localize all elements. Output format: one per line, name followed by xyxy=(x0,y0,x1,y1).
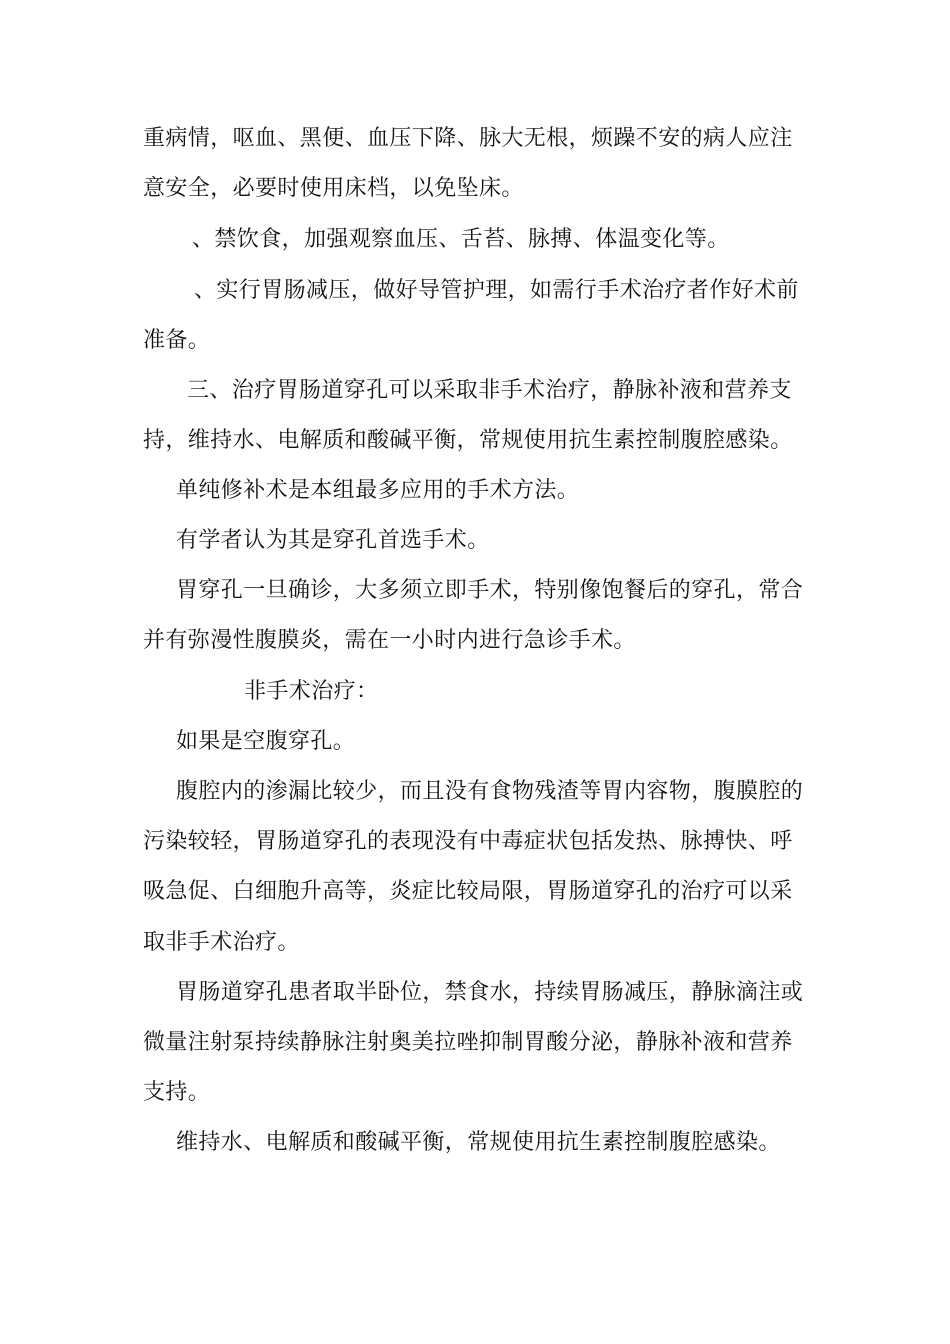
text-line: 重病情，呕血、黑便、血压下降、脉大无根，烦躁不安的病人应注 xyxy=(143,126,793,151)
text-line: 胃穿孔一旦确诊，大多须立即手术，特别像饱餐后的穿孔，常合 xyxy=(176,578,804,603)
text-line: 微量注射泵持续静脉注射奥美拉唑抑制胃酸分泌，静脉补液和营养 xyxy=(143,1030,793,1055)
text-line: 支持。 xyxy=(143,1080,211,1105)
text-line: 胃肠道穿孔患者取半卧位，禁食水，持续胃肠减压，静脉滴注或 xyxy=(176,980,804,1005)
text-line: 非手术治疗： xyxy=(244,679,379,704)
text-line: 有学者认为其是穿孔首选手术。 xyxy=(176,528,490,553)
text-line: 吸急促、白细胞升高等，炎症比较局限，胃肠道穿孔的治疗可以采 xyxy=(143,879,793,904)
text-line: 污染较轻，胃肠道穿孔的表现没有中毒症状包括发热、脉搏快、呼 xyxy=(143,829,793,854)
text-line: 准备。 xyxy=(143,328,211,353)
text-line: 持，维持水、电解质和酸碱平衡，常规使用抗生素控制腹腔感染。 xyxy=(143,428,793,453)
text-line: 维持水、电解质和酸碱平衡，常规使用抗生素控制腹腔感染。 xyxy=(176,1130,781,1155)
text-line: 意安全，必要时使用床档，以免坠床。 xyxy=(143,176,524,201)
text-line: 、禁饮食，加强观察血压、舌苔、脉搏、体温变化等。 xyxy=(192,227,730,252)
text-line: 腹腔内的渗漏比较少，而且没有食物残渣等胃内容物，腹膜腔的 xyxy=(176,779,804,804)
text-line: 单纯修补术是本组最多应用的手术方法。 xyxy=(176,478,580,503)
text-line: 并有弥漫性腹膜炎，需在一小时内进行急诊手术。 xyxy=(143,628,636,653)
text-line: 取非手术治疗。 xyxy=(143,930,300,955)
text-line: 如果是空腹穿孔。 xyxy=(176,729,356,754)
text-line: 三、治疗胃肠道穿孔可以采取非手术治疗，静脉补液和营养支 xyxy=(187,378,792,403)
text-line: 、实行胃肠减压，做好导管护理，如需行手术治疗者作好术前 xyxy=(194,278,799,303)
